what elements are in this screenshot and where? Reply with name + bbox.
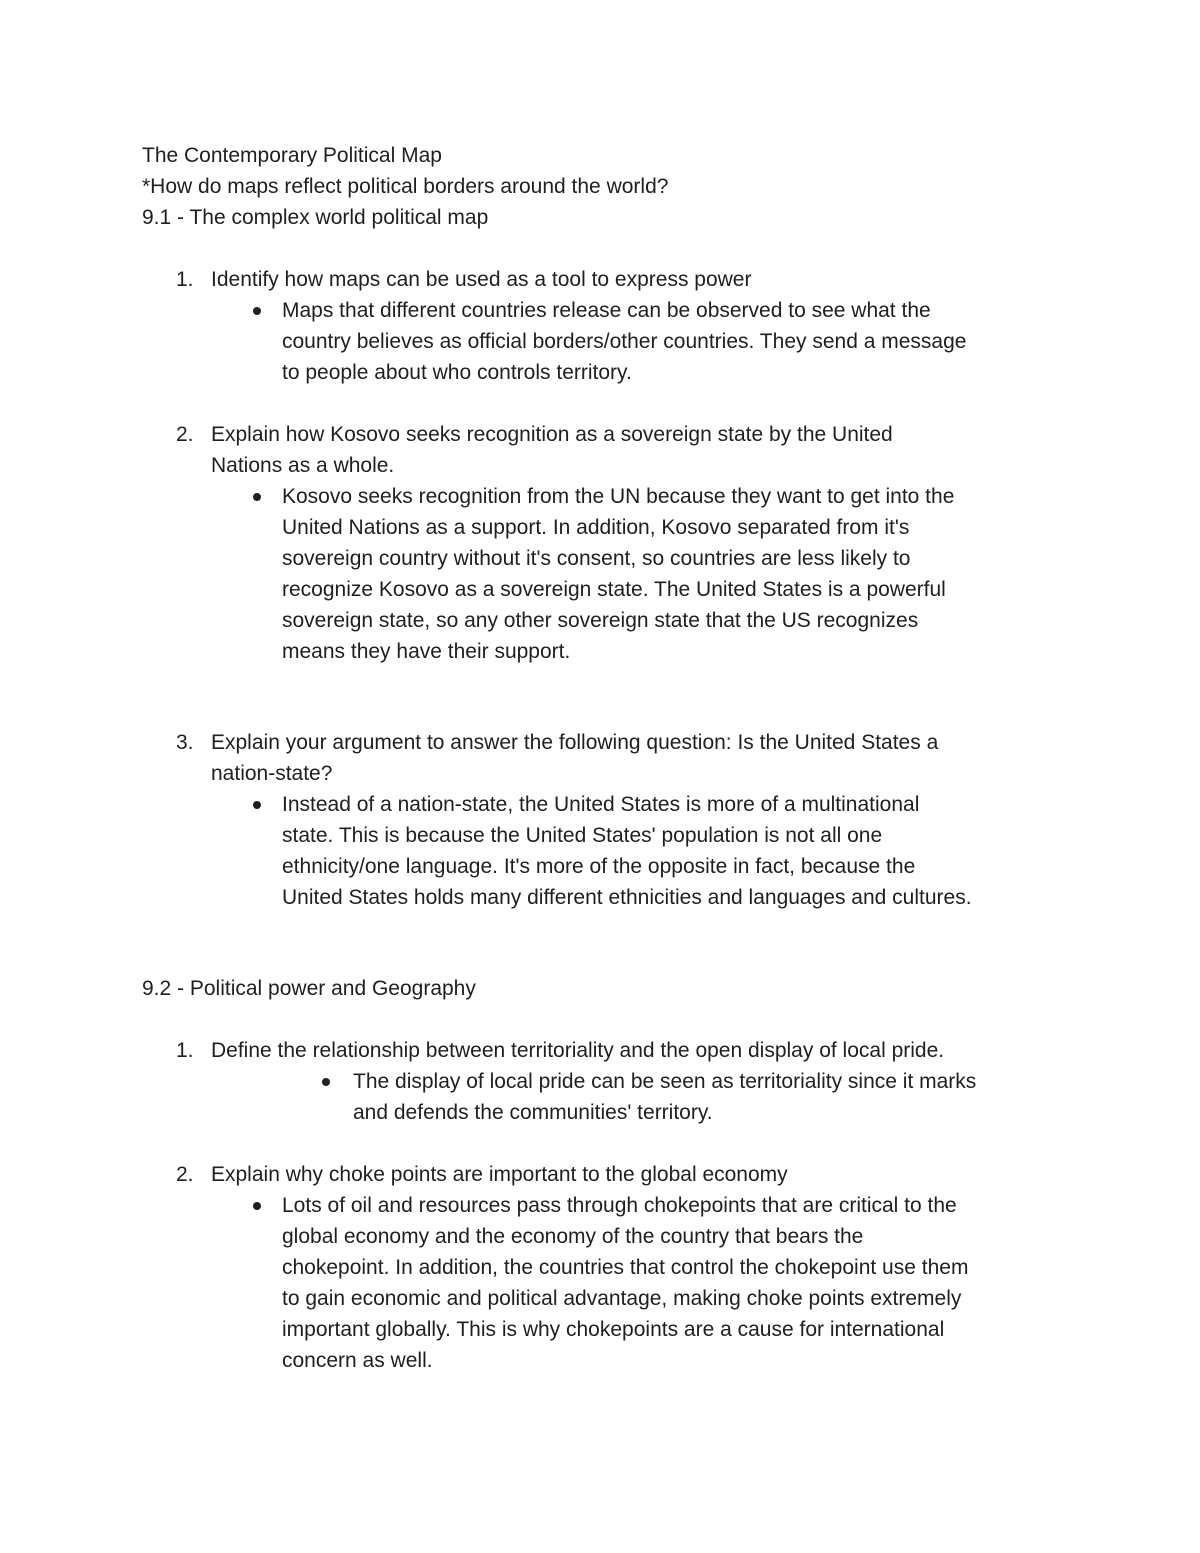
- answer-line: sovereign state, so any other sovereign state that the US recognizes: [282, 609, 919, 632]
- document-page: [142, 140, 1082, 1376]
- question-number: 2.: [176, 423, 194, 446]
- question-item: [142, 1159, 1082, 1190]
- answer-line: Instead of a nation-state, the United States is more of a multinational: [282, 793, 920, 816]
- question-text: Explain your argument to answer the following question: Is the United States a: [211, 731, 939, 754]
- bullet-icon: [253, 307, 261, 315]
- bullet-icon: [253, 1202, 261, 1210]
- answer-item: [142, 789, 1082, 913]
- section-heading-9-2: 9.2 - Political power and Geography: [142, 977, 476, 1000]
- question-text: nation-state?: [211, 762, 333, 785]
- bullet-icon: [322, 1078, 330, 1086]
- answer-line: means they have their support.: [282, 640, 571, 663]
- question-item: [142, 419, 1082, 481]
- question-text: Explain how Kosovo seeks recognition as a sovereign state by the United: [211, 423, 893, 446]
- essential-question: *How do maps reflect political borders around the world?: [142, 175, 669, 198]
- answer-item: [142, 1066, 1082, 1128]
- answer-line: ethnicity/one language. It's more of the opposite in fact, because the: [282, 855, 916, 878]
- answer-line: Kosovo seeks recognition from the UN because they want to get into the: [282, 485, 955, 508]
- answer-line: country believes as official borders/other countries. They send a message: [282, 330, 967, 353]
- question-text: Define the relationship between territoriality and the open display of local pride.: [211, 1039, 945, 1062]
- question-number: 2.: [176, 1163, 194, 1186]
- bullet-icon: [253, 493, 261, 501]
- answer-item: [142, 481, 1082, 667]
- answer-line: The display of local pride can be seen as territoriality since it marks: [353, 1070, 977, 1093]
- answer-line: United Nations as a support. In addition, Kosovo separated from it's: [282, 516, 910, 539]
- question-number: 1.: [176, 1039, 194, 1062]
- question-text: Explain why choke points are important to the global economy: [211, 1163, 788, 1186]
- answer-line: and defends the communities' territory.: [353, 1101, 713, 1124]
- answer-line: global economy and the economy of the country that bears the: [282, 1225, 864, 1248]
- question-number: 3.: [176, 731, 194, 754]
- answer-item: [142, 295, 1082, 388]
- answer-line: chokepoint. In addition, the countries that control the chokepoint use them: [282, 1256, 969, 1279]
- answer-line: Lots of oil and resources pass through chokepoints that are critical to the: [282, 1194, 957, 1217]
- answer-item: [142, 1190, 1082, 1376]
- answer-line: to people about who controls territory.: [282, 361, 632, 384]
- answer-line: Maps that different countries release can be observed to see what the: [282, 299, 931, 322]
- doc-title: The Contemporary Political Map: [142, 144, 442, 167]
- answer-line: concern as well.: [282, 1349, 433, 1372]
- answer-line: important globally. This is why chokepoints are a cause for international: [282, 1318, 945, 1341]
- section-heading-9-1: 9.1 - The complex world political map: [142, 206, 489, 229]
- answer-line: recognize Kosovo as a sovereign state. The United States is a powerful: [282, 578, 946, 601]
- bullet-icon: [253, 801, 261, 809]
- question-item: [142, 727, 1082, 789]
- question-number: 1.: [176, 268, 194, 291]
- question-text: Nations as a whole.: [211, 454, 395, 477]
- question-text: Identify how maps can be used as a tool to express power: [211, 268, 752, 291]
- question-item: [142, 264, 1082, 295]
- answer-line: sovereign country without it's consent, so countries are less likely to: [282, 547, 911, 570]
- answer-line: to gain economic and political advantage, making choke points extremely: [282, 1287, 962, 1310]
- question-item: [142, 1035, 1082, 1066]
- answer-line: United States holds many different ethnicities and languages and cultures.: [282, 886, 972, 909]
- answer-line: state. This is because the United States' population is not all one: [282, 824, 883, 847]
